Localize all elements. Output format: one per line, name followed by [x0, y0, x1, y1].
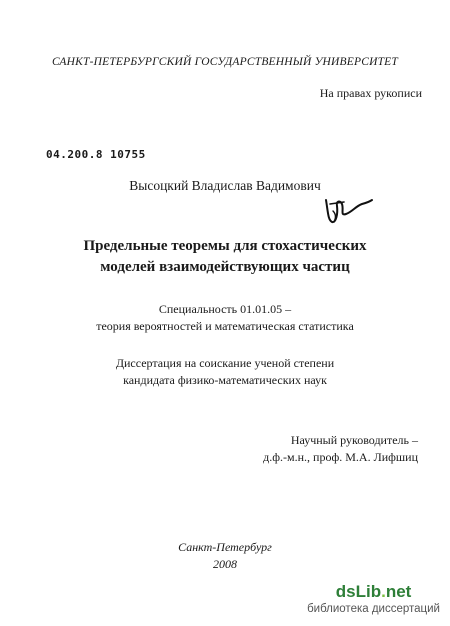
manuscript-rights-label: На правах рукописи [319, 86, 422, 100]
author-name: Высоцкий Владислав Вадимович [129, 178, 321, 193]
watermark-subtitle: библиотека диссертаций [307, 603, 440, 615]
place-and-year [20, 539, 430, 573]
supervisor-label: Научный руководитель – [290, 433, 418, 447]
dslib-watermark [307, 582, 440, 616]
university-name: САНКТ-ПЕТЕРБУРГСКИЙ ГОСУДАРСТВЕННЫЙ УНИВЕРСИТЕТ [51, 56, 399, 68]
signature-icon [322, 192, 374, 228]
title-line-1: Предельные теоремы для стохастических [83, 238, 367, 254]
watermark-brand-tld: net [385, 582, 412, 601]
year: 2008 [213, 557, 237, 571]
watermark-brand [307, 582, 440, 602]
library-stamp-number: 04.200.8 10755 [46, 148, 146, 161]
degree-block [20, 355, 430, 389]
watermark-brand-main: dsLib [335, 582, 382, 601]
city: Санкт-Петербург [178, 540, 272, 554]
specialty-code: Специальность 01.01.05 – [158, 302, 292, 316]
title-line-2: моделей взаимодействующих частиц [100, 259, 350, 275]
specialty-name: теория вероятностей и математическая статистика [96, 319, 354, 333]
supervisor-name: д.ф.-м.н., проф. М.А. Лифшиц [263, 450, 418, 464]
degree-line-2: кандидата физико-математических наук [123, 373, 327, 387]
watermark-brand-dot: . [381, 582, 386, 601]
supervisor-block [263, 432, 418, 466]
specialty-block [20, 301, 430, 335]
degree-line-1: Диссертация на соискание ученой степени [115, 356, 335, 370]
dissertation-title [20, 236, 430, 278]
